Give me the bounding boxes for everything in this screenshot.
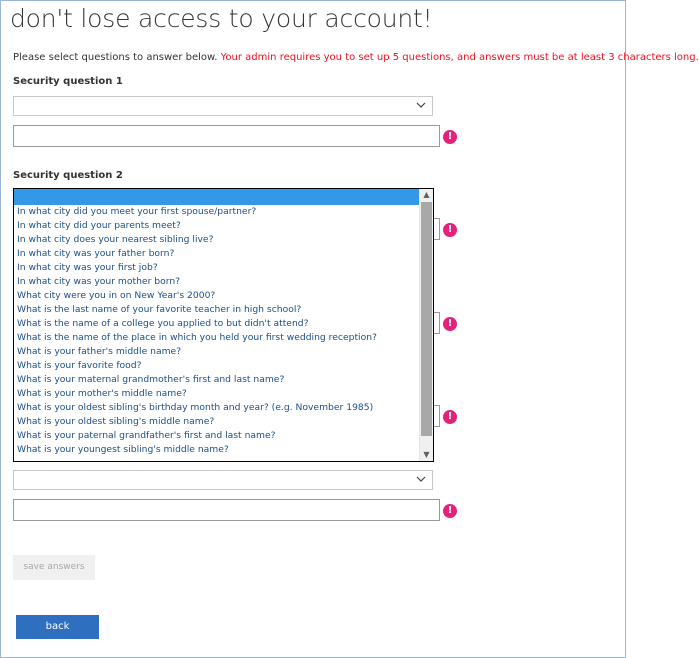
dropdown-option[interactable]: In what city was your first job? [17, 262, 158, 273]
security-question-1-label: Security question 1 [13, 76, 123, 87]
dropdown-option[interactable]: What is the name of the place in which you held your first wedding reception? [17, 332, 377, 343]
save-answers-button[interactable]: save answers [13, 555, 95, 580]
chevron-down-icon [415, 473, 427, 485]
error-icon: ! [443, 410, 457, 424]
back-button[interactable]: back [16, 615, 99, 639]
error-icon: ! [443, 504, 457, 518]
dropdown-option[interactable]: What is your oldest sibling's birthday month and year? (e.g. November 1985) [17, 402, 374, 413]
dropdown-option[interactable]: What is the last name of your favorite teacher in high school? [17, 304, 302, 315]
dropdown-option[interactable]: What is your paternal grandfather's first and last name? [17, 430, 276, 441]
chevron-down-icon [415, 99, 427, 111]
dropdown-option[interactable]: In what city did your parents meet? [17, 220, 181, 231]
dropdown-option[interactable]: In what city was your father born? [17, 248, 175, 259]
security-answer-5-input[interactable] [13, 499, 440, 521]
dropdown-option[interactable]: What is your oldest sibling's middle name? [17, 416, 215, 427]
security-question-1-select[interactable] [13, 96, 433, 116]
scroll-down-arrow-icon[interactable]: ▼ [423, 450, 430, 459]
scroll-up-arrow-icon[interactable]: ▲ [423, 190, 430, 199]
admin-warning: Your admin requires you to set up 5 questions, and answers must be at least 3 characters long. [220, 52, 699, 63]
dropdown-option[interactable]: What is your favorite food? [17, 360, 142, 371]
dropdown-options-list [14, 189, 420, 457]
error-icon: ! [443, 130, 457, 144]
error-icon: ! [443, 223, 457, 237]
dropdown-option[interactable]: What is your father's middle name? [17, 346, 182, 357]
instruction-text: Please select questions to answer below. [13, 52, 218, 63]
dropdown-scrollbar[interactable] [419, 189, 433, 461]
dropdown-option[interactable]: What is your youngest sibling's middle name? [17, 444, 229, 455]
security-answer-1-input[interactable] [13, 125, 440, 147]
page-title: don't lose access to your account! [10, 4, 433, 33]
dropdown-option[interactable] [14, 189, 420, 205]
dropdown-option[interactable]: What is the name of a college you applied to but didn't attend? [17, 318, 309, 329]
dropdown-option[interactable]: In what city does your nearest sibling live? [17, 234, 214, 245]
security-question-5-select[interactable] [13, 470, 433, 490]
dropdown-option[interactable]: In what city was your mother born? [17, 276, 181, 287]
dropdown-option[interactable]: In what city did you meet your first spouse/partner? [17, 206, 257, 217]
dropdown-option[interactable]: What is your mother's middle name? [17, 388, 187, 399]
security-question-2-dropdown[interactable] [13, 188, 434, 462]
error-icon: ! [443, 317, 457, 331]
security-question-2-label: Security question 2 [13, 170, 123, 181]
dropdown-option[interactable]: What city were you in on New Year's 2000? [17, 290, 216, 301]
instructions [13, 52, 699, 63]
scrollbar-thumb[interactable] [421, 202, 432, 436]
dropdown-option[interactable]: What is your maternal grandmother's first and last name? [17, 374, 285, 385]
